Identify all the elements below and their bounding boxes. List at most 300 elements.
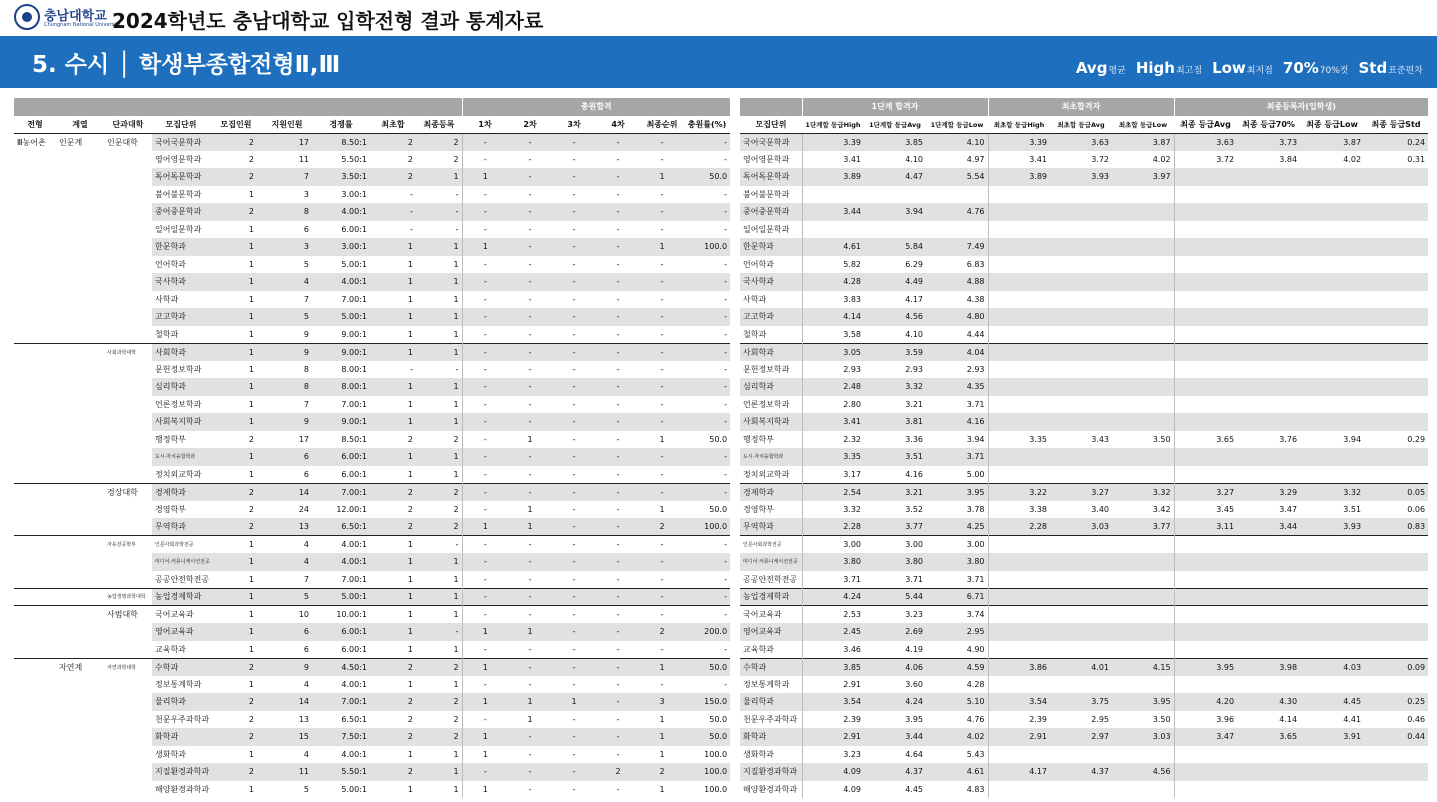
- table-cell: -: [508, 553, 552, 571]
- table-cell: -: [410, 364, 413, 374]
- table-cell: 물리학과: [740, 693, 802, 711]
- table-cell: 7.00:1: [341, 399, 367, 409]
- table-cell: 3.47: [1279, 504, 1298, 514]
- table-cell: [1174, 256, 1237, 274]
- table-cell: [1300, 781, 1364, 799]
- table-cell: 1: [462, 623, 508, 641]
- table-cell: 1: [659, 434, 665, 444]
- table-cell: 경제학과: [740, 483, 802, 501]
- table-cell: 영어교육과: [740, 623, 802, 641]
- table-cell: -: [572, 154, 576, 164]
- table-cell: [1112, 746, 1174, 764]
- table-cell: [1050, 571, 1112, 589]
- table-cell: [104, 623, 152, 641]
- column-header: 계열: [56, 116, 104, 134]
- table-cell: [926, 221, 988, 239]
- table-cell: 공공안전학전공: [155, 574, 210, 584]
- table-cell: [56, 203, 104, 221]
- table-cell: [14, 256, 56, 274]
- table-cell: 2: [210, 203, 262, 221]
- table-cell: -: [616, 714, 620, 724]
- table-row: [14, 186, 730, 204]
- table-cell: -: [462, 588, 508, 606]
- table-cell: [1300, 168, 1364, 186]
- table-cell: -: [616, 784, 620, 794]
- table-row: [14, 221, 730, 239]
- table-cell: [104, 326, 152, 344]
- table-cell: 3.00: [802, 536, 864, 554]
- table-cell: 자연과학대학: [104, 658, 152, 676]
- column-header: 최초합: [370, 116, 416, 134]
- table-cell: 2.32: [802, 431, 864, 449]
- table-cell: 3: [303, 189, 309, 199]
- table-cell: [1112, 238, 1174, 256]
- table-cell: 1: [659, 749, 665, 759]
- table-cell: -: [724, 294, 728, 304]
- table-cell: [14, 238, 56, 256]
- table-cell: 농업경제학과: [740, 588, 802, 606]
- table-cell: [988, 676, 1050, 694]
- table-cell: [56, 746, 104, 764]
- table-cell: 3.50:1: [312, 168, 370, 186]
- table-cell: -: [596, 693, 640, 711]
- table-cell: 3.83: [802, 291, 864, 309]
- table-cell: 6: [303, 644, 309, 654]
- admission-results-table: [14, 98, 730, 798]
- table-cell: 4.00:1: [341, 749, 367, 759]
- table-cell: 4.45: [1300, 693, 1364, 711]
- table-cell: 1: [407, 399, 413, 409]
- table-cell: 국어국문학과: [152, 133, 210, 151]
- table-cell: 5: [262, 588, 312, 606]
- table-cell: -: [370, 203, 416, 221]
- table-cell: 일어일문학과: [155, 224, 202, 234]
- table-row: [14, 448, 730, 466]
- table-cell: 3.97: [1112, 168, 1174, 186]
- table-cell: 1: [416, 763, 462, 781]
- table-cell: 3.87: [1112, 133, 1174, 151]
- table-cell: [988, 343, 1050, 361]
- table-cell: [14, 746, 56, 764]
- table-cell: 3.00:1: [341, 189, 367, 199]
- table-cell: 4.16: [926, 413, 988, 431]
- table-cell: -: [528, 154, 532, 164]
- table-cell: -: [462, 466, 508, 484]
- table-cell: 1: [370, 238, 416, 256]
- table-cell: 3.51: [864, 448, 926, 466]
- table-cell: 4.35: [926, 378, 988, 396]
- table-cell: 2: [453, 154, 459, 164]
- table-cell: -: [616, 434, 620, 444]
- table-cell: -: [616, 224, 620, 234]
- table-cell: 3.95: [926, 483, 988, 501]
- table-cell: 자유전공학부: [104, 536, 152, 554]
- table-cell: 4: [262, 553, 312, 571]
- table-cell: [1237, 413, 1300, 431]
- table-cell: [14, 711, 56, 729]
- table-row: [14, 711, 730, 729]
- table-cell: -: [660, 644, 664, 654]
- table-cell: 1: [462, 238, 508, 256]
- table-cell: 생화학과: [155, 749, 186, 759]
- table-cell: 1: [210, 606, 262, 624]
- table-cell: [56, 571, 104, 589]
- table-cell: 4.56: [864, 308, 926, 326]
- table-cell: [988, 186, 1050, 204]
- table-cell: 4.37: [864, 763, 926, 781]
- table-cell: 4.19: [905, 644, 923, 654]
- table-cell: 5: [303, 259, 309, 269]
- table-cell: 6.00:1: [312, 623, 370, 641]
- table-cell: 4.64: [905, 749, 923, 759]
- table-cell: [14, 693, 56, 711]
- legend-desc: 평균: [1108, 66, 1126, 76]
- table-cell: [1050, 256, 1112, 274]
- legend-key: High: [1135, 59, 1175, 77]
- table-cell: [1112, 361, 1174, 379]
- table-row: [14, 343, 730, 361]
- table-cell: 1: [248, 329, 254, 339]
- table-cell: 2.45: [802, 623, 864, 641]
- table-cell: 5: [262, 308, 312, 326]
- table-cell: 독어독문학과: [152, 168, 210, 186]
- table-cell: -: [572, 714, 576, 724]
- table-cell: 6.00:1: [312, 448, 370, 466]
- table-cell: 미디어·커뮤니케이션전공: [152, 553, 210, 571]
- table-cell: -: [528, 294, 532, 304]
- table-cell: 사회과학대학: [104, 343, 152, 361]
- legend-desc: 70%컷: [1319, 66, 1349, 76]
- table-cell: 1: [210, 588, 262, 606]
- table-cell: 사회복지학과: [740, 413, 802, 431]
- table-cell: 4.00:1: [312, 203, 370, 221]
- table-cell: 3.27: [1174, 483, 1237, 501]
- table-cell: 1: [370, 536, 416, 554]
- table-cell: [104, 431, 152, 449]
- column-header: 4차: [596, 116, 640, 134]
- table-cell: -: [455, 189, 459, 199]
- table-cell: 생화학과: [743, 749, 774, 759]
- table-cell: 3.81: [864, 413, 926, 431]
- table-cell: 2: [640, 763, 684, 781]
- table-cell: -: [572, 399, 576, 409]
- table-cell: [1364, 448, 1428, 466]
- table-cell: 1: [462, 728, 508, 746]
- table-row: [14, 676, 730, 694]
- document-title: 2024학년도 충남대학교 입학전형 결과 통계자료: [112, 9, 544, 33]
- table-cell: 문헌정보학과: [155, 364, 202, 374]
- table-cell: [14, 273, 56, 291]
- table-cell: 3.51: [1343, 504, 1362, 514]
- table-cell: 교육학과: [743, 644, 774, 654]
- table-cell: [14, 483, 56, 501]
- table-cell: [104, 448, 152, 466]
- legend-desc: 최고점: [1175, 66, 1203, 76]
- table-cell: [1364, 623, 1428, 641]
- table-cell: [14, 431, 56, 449]
- column-header: 2차: [508, 116, 552, 134]
- table-cell: -: [724, 469, 728, 479]
- table-row: [14, 291, 730, 309]
- table-cell: [1050, 588, 1112, 606]
- table-cell: [1112, 466, 1174, 484]
- group-header-final-enrollee: 최종등록자(입학생): [1174, 98, 1428, 116]
- table-cell: [56, 728, 104, 746]
- table-row: [14, 483, 730, 501]
- table-cell: 1: [407, 329, 413, 339]
- table-cell: 1: [248, 679, 254, 689]
- table-cell: -: [528, 679, 532, 689]
- table-cell: -: [572, 574, 576, 584]
- table-row: [740, 151, 1428, 169]
- table-cell: 경제학과: [152, 483, 210, 501]
- table-cell: [988, 623, 1050, 641]
- table-cell: [1364, 343, 1428, 361]
- table-cell: 6: [262, 623, 312, 641]
- table-cell: -: [724, 399, 728, 409]
- table-cell: 1: [462, 168, 508, 186]
- table-cell: -: [572, 504, 576, 514]
- table-cell: 2: [453, 504, 459, 514]
- table-row: [740, 238, 1428, 256]
- table-cell: 8.00:1: [312, 378, 370, 396]
- table-cell: 1: [210, 413, 262, 431]
- table-row: [740, 693, 1428, 711]
- table-cell: 1: [248, 259, 254, 269]
- table-cell: [1174, 291, 1237, 309]
- table-cell: [1174, 763, 1237, 781]
- table-cell: [1237, 606, 1300, 624]
- table-cell: [1364, 186, 1428, 204]
- table-row: [740, 483, 1428, 501]
- table-cell: [1300, 571, 1364, 589]
- table-cell: 15: [262, 728, 312, 746]
- table-cell: 인문사회과학전공: [152, 536, 210, 554]
- table-cell: [14, 413, 56, 431]
- column-header: 단과대학: [104, 116, 152, 134]
- table-cell: 4.10: [905, 329, 923, 339]
- table-cell: [988, 448, 1050, 466]
- table-cell: [1050, 448, 1112, 466]
- table-cell: 화학과: [152, 728, 210, 746]
- table-cell: 50.0: [709, 504, 728, 514]
- table-cell: 3.00: [864, 536, 926, 554]
- table-cell: 4.09: [802, 781, 864, 799]
- table-cell: -: [684, 606, 730, 624]
- table-cell: 3.89: [802, 168, 864, 186]
- table-cell: 3.50: [1152, 434, 1171, 444]
- column-header: 모집인원: [210, 116, 262, 134]
- table-cell: 3.21: [905, 399, 923, 409]
- table-cell: 2: [210, 168, 262, 186]
- table-cell: [56, 536, 104, 554]
- table-cell: 0.05: [1364, 483, 1428, 501]
- table-cell: 14: [262, 483, 312, 501]
- table-cell: -: [462, 571, 508, 589]
- table-cell: [1300, 343, 1364, 361]
- table-cell: [1174, 396, 1237, 414]
- table-cell: 2.95: [926, 623, 988, 641]
- table-cell: 2: [210, 728, 262, 746]
- table-cell: [988, 571, 1050, 589]
- table-cell: -: [684, 536, 730, 554]
- table-cell: 6.00:1: [341, 644, 367, 654]
- table-cell: [1237, 571, 1300, 589]
- table-cell: 수학과: [152, 658, 210, 676]
- table-row: [14, 273, 730, 291]
- table-cell: 3.95: [1112, 693, 1174, 711]
- table-cell: 3.80: [926, 553, 988, 571]
- table-cell: [56, 483, 104, 501]
- table-cell: 1: [416, 273, 462, 291]
- table-cell: [1237, 746, 1300, 764]
- table-row: [14, 151, 730, 169]
- table-row: [740, 623, 1428, 641]
- table-cell: 1: [462, 658, 508, 676]
- table-row: [740, 396, 1428, 414]
- table-cell: 국어국문학과: [740, 133, 802, 151]
- table-cell: 7: [303, 399, 309, 409]
- table-cell: 2: [640, 623, 684, 641]
- table-cell: 3.40: [1091, 504, 1109, 514]
- table-cell: 4.24: [864, 693, 926, 711]
- table-cell: [56, 326, 104, 344]
- table-cell: 4.50:1: [312, 658, 370, 676]
- table-cell: 4.90: [966, 644, 985, 654]
- table-cell: -: [572, 294, 576, 304]
- table-cell: [1237, 273, 1300, 291]
- table-cell: [104, 641, 152, 659]
- table-cell: 100.0: [684, 518, 730, 536]
- table-cell: 사학과: [155, 294, 179, 304]
- table-cell: 4.97: [966, 154, 985, 164]
- table-row: [14, 518, 730, 536]
- table-cell: [1364, 221, 1428, 239]
- table-cell: 0.44: [1364, 728, 1428, 746]
- table-cell: [1112, 676, 1174, 694]
- table-cell: -: [596, 623, 640, 641]
- table-cell: -: [528, 189, 532, 199]
- table-cell: 4.02: [1343, 154, 1362, 164]
- table-cell: 4: [303, 749, 309, 759]
- table-cell: 9.00:1: [341, 329, 367, 339]
- table-cell: 7.49: [926, 238, 988, 256]
- table-cell: -: [640, 553, 684, 571]
- table-cell: 국사학과: [152, 273, 210, 291]
- table-cell: [1174, 676, 1237, 694]
- table-cell: 1: [416, 588, 462, 606]
- table-cell: [1112, 326, 1174, 344]
- table-cell: [56, 781, 104, 799]
- abbreviation-legend: [1076, 59, 1423, 77]
- table-cell: -: [724, 364, 728, 374]
- university-logo-text: 충남대학교: [44, 9, 107, 24]
- table-row: [740, 326, 1428, 344]
- table-cell: [1174, 623, 1237, 641]
- table-cell: 한문학과: [740, 238, 802, 256]
- table-cell: -: [455, 364, 459, 374]
- table-cell: 1: [659, 504, 665, 514]
- table-cell: -: [462, 151, 508, 169]
- table-cell: [104, 238, 152, 256]
- table-cell: [1112, 203, 1174, 221]
- table-cell: 4.28: [802, 273, 864, 291]
- table-row: [14, 501, 730, 519]
- table-cell: 2: [416, 658, 462, 676]
- table-cell: -: [552, 413, 596, 431]
- table-cell: [1300, 623, 1364, 641]
- table-cell: 3.21: [864, 483, 926, 501]
- table-cell: [1174, 308, 1237, 326]
- table-cell: [104, 676, 152, 694]
- table-cell: [104, 728, 152, 746]
- table-cell: 3.00: [926, 536, 988, 554]
- table-cell: -: [596, 343, 640, 361]
- table-cell: [56, 343, 104, 361]
- table-cell: [1300, 238, 1364, 256]
- table-row: [14, 536, 730, 554]
- table-row: [740, 728, 1428, 746]
- table-cell: 3.65: [1174, 431, 1237, 449]
- table-cell: 17: [262, 133, 312, 151]
- table-cell: 3.89: [988, 168, 1050, 186]
- table-cell: 3.43: [1091, 434, 1109, 444]
- table-cell: 3: [262, 238, 312, 256]
- table-cell: [988, 396, 1050, 414]
- table-cell: 0.09: [1364, 658, 1428, 676]
- table-row: [14, 466, 730, 484]
- table-cell: [104, 413, 152, 431]
- table-cell: [1364, 256, 1428, 274]
- table-cell: 3.71: [802, 571, 864, 589]
- table-cell: -: [660, 189, 664, 199]
- table-cell: [56, 466, 104, 484]
- table-cell: [1112, 221, 1174, 239]
- table-cell: -: [552, 658, 596, 676]
- table-cell: [988, 606, 1050, 624]
- table-cell: 6: [303, 469, 309, 479]
- table-cell: [1050, 536, 1112, 554]
- table-cell: 1: [210, 238, 262, 256]
- table-cell: -: [528, 329, 532, 339]
- table-cell: [14, 676, 56, 694]
- table-cell: -: [596, 588, 640, 606]
- table-cell: 50.0: [684, 168, 730, 186]
- table-cell: [56, 518, 104, 536]
- table-cell: [1364, 641, 1428, 659]
- table-cell: 1: [659, 784, 665, 794]
- table-cell: 1: [210, 308, 262, 326]
- table-cell: [1174, 781, 1237, 799]
- table-cell: [1364, 746, 1428, 764]
- table-cell: 2: [370, 763, 416, 781]
- table-cell: -: [416, 203, 462, 221]
- table-cell: 4.47: [864, 168, 926, 186]
- table-cell: [56, 361, 104, 379]
- table-cell: [864, 221, 926, 239]
- table-cell: 6.50:1: [312, 518, 370, 536]
- table-cell: 2.93: [966, 364, 985, 374]
- table-cell: [1237, 361, 1300, 379]
- table-cell: 13: [298, 714, 309, 724]
- table-cell: [1112, 273, 1174, 291]
- table-cell: 1: [416, 553, 462, 571]
- table-cell: -: [462, 308, 508, 326]
- table-cell: 7.00:1: [312, 483, 370, 501]
- table-cell: 2: [453, 714, 459, 724]
- table-cell: [56, 221, 104, 239]
- table-cell: [1174, 378, 1237, 396]
